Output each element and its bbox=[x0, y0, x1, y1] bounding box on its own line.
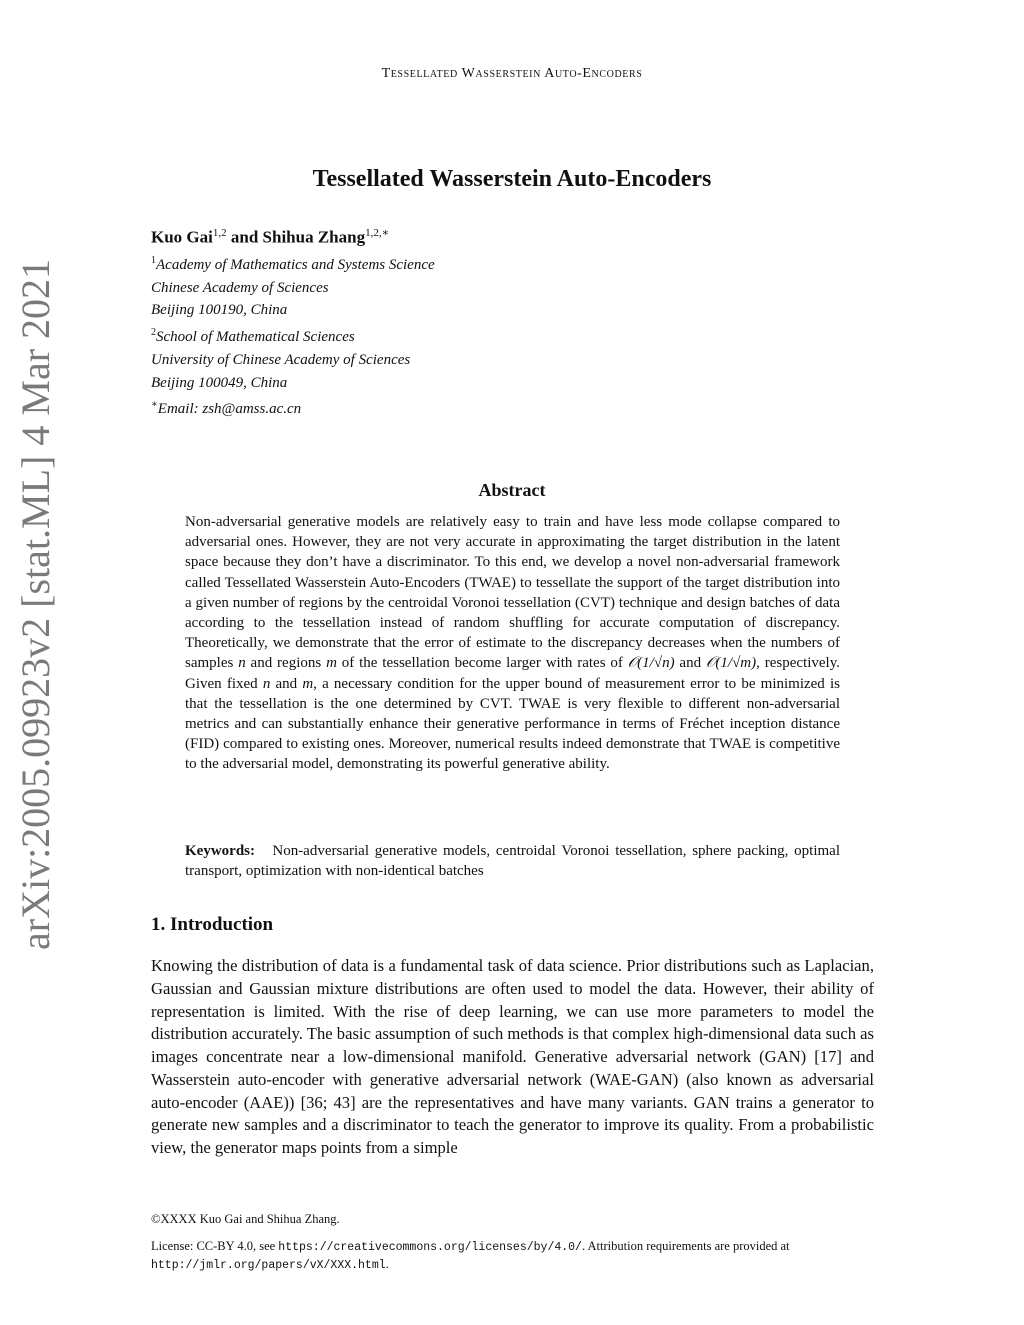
affiliation-marker: 2 bbox=[151, 327, 156, 339]
keywords-text: Non-adversarial generative models, centroidal Voronoi tessellation, sphere packing, optimal transport, optimization with non-identical batches bbox=[185, 843, 840, 879]
author-line bbox=[151, 226, 389, 248]
keywords-label: Keywords: bbox=[185, 843, 255, 859]
abstract-heading: Abstract bbox=[478, 480, 546, 500]
paper-title: Tessellated Wasserstein Auto-Encoders bbox=[312, 166, 712, 192]
affiliation-block bbox=[151, 250, 435, 421]
math-variable: m bbox=[302, 675, 314, 692]
author-conjunction: and bbox=[226, 227, 263, 247]
affiliation-marker: ∗ bbox=[151, 399, 158, 411]
author-affiliation-marker: 1,2,∗ bbox=[365, 227, 390, 239]
email-line: ∗Email: zsh@amss.ac.cn bbox=[151, 399, 302, 418]
license-notice: License: CC-BY 4.0, see https://creativecommons.org/licenses/by/4.0/. Attribution requirements are provided at http://jmlr.org/papers/vX/XXX.html. bbox=[151, 1239, 790, 1272]
affiliation-line: $^1$Academy of Mathematics and Systems Science bbox=[151, 255, 435, 273]
author-name: Shihua Zhang bbox=[262, 227, 366, 247]
keywords bbox=[185, 841, 840, 881]
paper-link[interactable]: http://jmlr.org/papers/vX/XXX.html bbox=[151, 1259, 386, 1272]
author-name: Kuo Gai bbox=[151, 227, 213, 247]
running-head: Tessellated Wasserstein Auto-Encoders bbox=[381, 66, 643, 81]
arxiv-identifier-stamp: arXiv:2005.09923v2 [stat.ML] 4 Mar 2021 bbox=[13, 258, 58, 950]
affiliation-line: Beijing 100049, China bbox=[151, 374, 288, 391]
math-rate-expression: 𝒪(1/√m) bbox=[705, 655, 757, 672]
math-variable: n bbox=[238, 655, 246, 672]
copyright-notice: ©XXXX Kuo Gai and Shihua Zhang. bbox=[151, 1212, 340, 1226]
introduction-paragraph: Knowing the distribution of data is a fundamental task of data science. Prior distributions such as Laplacian, Gaussian and Gaussian mixture distributions are often used to model the data. However, their ability of representation is limited. With the rise of deep learning, we can use more parameters to model the distribution accurately. The basic assumption of such methods is that complex high-dimensional data such as images concentrate near a low-dimensional manifold. Generative adversarial network (GAN) [17] and Wasserstein auto-encoder with generative adversarial network (WAE-GAN) (also known as adversarial auto-encoder (AAE)) [36; 43] are the representatives and have many variants. GAN trains a generator to generate new samples and a discriminator to teach the generator to improve its quality. From a probabilistic view, the generator maps points from a simple bbox=[151, 956, 874, 1157]
abstract-text: Non-adversarial generative models are relatively easy to train and have less mode collapse compared to adversarial ones. However, they are not very accurate in approximating the target distribution in the latent space because they don’t have a discriminator. To this end, we develop a novel non-adversarial framework called Tessellated Wasserstein Auto-Encoders (TWAE) to tessellate the support of the target distribution into a given number of regions by the centroidal Voronoi tessellation (CVT) technique and design batches of data according to the tessellation instead of random shuffling for accurate computation of discrepancy. Theoretically, we demonstrate that the error of estimate to the discrepancy decreases when the numbers of samples n and regions m of the tessellation become larger with rates of 𝒪(1/√n) and 𝒪(1/√m), respectively. Given fixed n and m, a necessary condition for the upper bound of measurement error to be minimized is that the tessellation is the one determined by CVT. TWAE is very flexible to different non-adversarial metrics and can substantially enhance their generative performance in terms of Fréchet inception distance (FID) compared to existing ones. Moreover, numerical results indeed demonstrate that TWAE is competitive to the adversarial model, demonstrating its powerful generative ability. bbox=[185, 514, 840, 773]
math-variable: n bbox=[262, 675, 271, 692]
affiliation-line: $^2$School of Mathematical Sciences bbox=[151, 327, 355, 346]
affiliation-line: Beijing 100190, China bbox=[151, 302, 288, 319]
math-rate-expression: 𝒪(1/√n) bbox=[627, 655, 675, 672]
affiliation-marker: 1 bbox=[151, 255, 156, 266]
author-affiliation-marker: 1,2 bbox=[212, 227, 227, 239]
license-link[interactable]: https://creativecommons.org/licenses/by/4.0/ bbox=[278, 1241, 582, 1254]
affiliation-line: Chinese Academy of Sciences bbox=[151, 279, 329, 296]
section-heading: 1. Introduction bbox=[151, 914, 274, 935]
affiliation-line: University of Chinese Academy of Sciences bbox=[151, 351, 411, 368]
math-variable: m bbox=[326, 655, 337, 672]
